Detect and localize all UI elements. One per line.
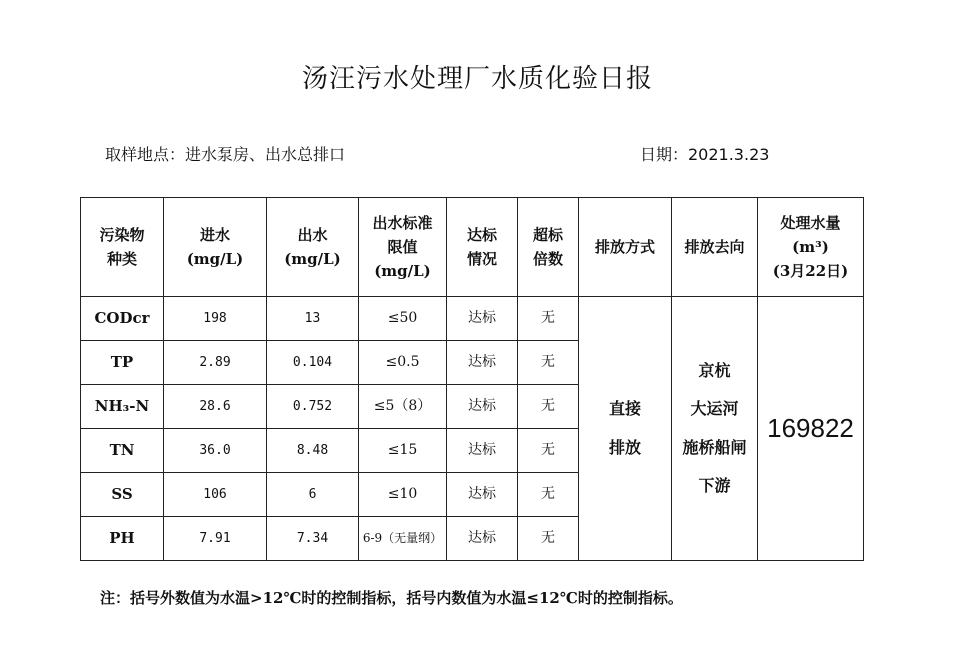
param-cell: CODcr	[81, 297, 164, 341]
param-cell: TN	[81, 429, 164, 473]
exceed-cell: 无	[518, 517, 579, 561]
outflow-cell: 0.752	[267, 385, 359, 429]
limit-cell: 6-9（无量纲）	[359, 517, 447, 561]
exceed-cell: 无	[518, 341, 579, 385]
inflow-cell: 2.89	[164, 341, 267, 385]
header-inflow: 进水 (mg/L)	[164, 198, 267, 297]
header-discharge-dest: 排放去向	[672, 198, 758, 297]
header-outflow: 出水 (mg/L)	[267, 198, 359, 297]
param-cell: TP	[81, 341, 164, 385]
sampling-location: 取样地点：进水泵房、出水总排口	[105, 145, 346, 164]
outflow-cell: 8.48	[267, 429, 359, 473]
page-title: 汤汪污水处理厂水质化验日报	[301, 64, 653, 94]
discharge-dest-cell: 京杭 大运河 施桥船闸 下游	[672, 297, 758, 561]
footnote: 注：括号外数值为水温>12℃时的控制指标，括号内数值为水温≤12℃时的控制指标。	[100, 589, 683, 607]
status-cell: 达标	[447, 517, 518, 561]
limit-cell: ≤10	[359, 473, 447, 517]
inflow-cell: 106	[164, 473, 267, 517]
param-cell: SS	[81, 473, 164, 517]
outflow-cell: 7.34	[267, 517, 359, 561]
limit-cell: ≤5（8）	[359, 385, 447, 429]
header-pollutant: 污染物 种类	[81, 198, 164, 297]
limit-cell: ≤15	[359, 429, 447, 473]
header-limit: 出水标准 限值 (mg/L)	[359, 198, 447, 297]
inflow-cell: 36.0	[164, 429, 267, 473]
param-cell: PH	[81, 517, 164, 561]
status-cell: 达标	[447, 429, 518, 473]
status-cell: 达标	[447, 341, 518, 385]
limit-cell: ≤50	[359, 297, 447, 341]
header-exceed: 超标 倍数	[518, 198, 579, 297]
outflow-cell: 13	[267, 297, 359, 341]
outflow-cell: 6	[267, 473, 359, 517]
inflow-cell: 28.6	[164, 385, 267, 429]
header-volume: 处理水量 (m³) (3月22日)	[758, 198, 864, 297]
param-cell: NH₃-N	[81, 385, 164, 429]
treated-volume-cell: 169822	[758, 297, 864, 561]
table-row	[81, 297, 864, 341]
water-quality-table	[80, 197, 864, 561]
inflow-cell: 198	[164, 297, 267, 341]
report-date: 日期：2021.3.23	[640, 145, 770, 164]
status-cell: 达标	[447, 385, 518, 429]
header-row	[81, 198, 864, 297]
exceed-cell: 无	[518, 473, 579, 517]
status-cell: 达标	[447, 473, 518, 517]
outflow-cell: 0.104	[267, 341, 359, 385]
exceed-cell: 无	[518, 385, 579, 429]
header-compliance: 达标 情况	[447, 198, 518, 297]
inflow-cell: 7.91	[164, 517, 267, 561]
header-discharge-method: 排放方式	[579, 198, 672, 297]
exceed-cell: 无	[518, 297, 579, 341]
status-cell: 达标	[447, 297, 518, 341]
exceed-cell: 无	[518, 429, 579, 473]
limit-cell: ≤0.5	[359, 341, 447, 385]
discharge-method-cell: 直接 排放	[579, 297, 672, 561]
